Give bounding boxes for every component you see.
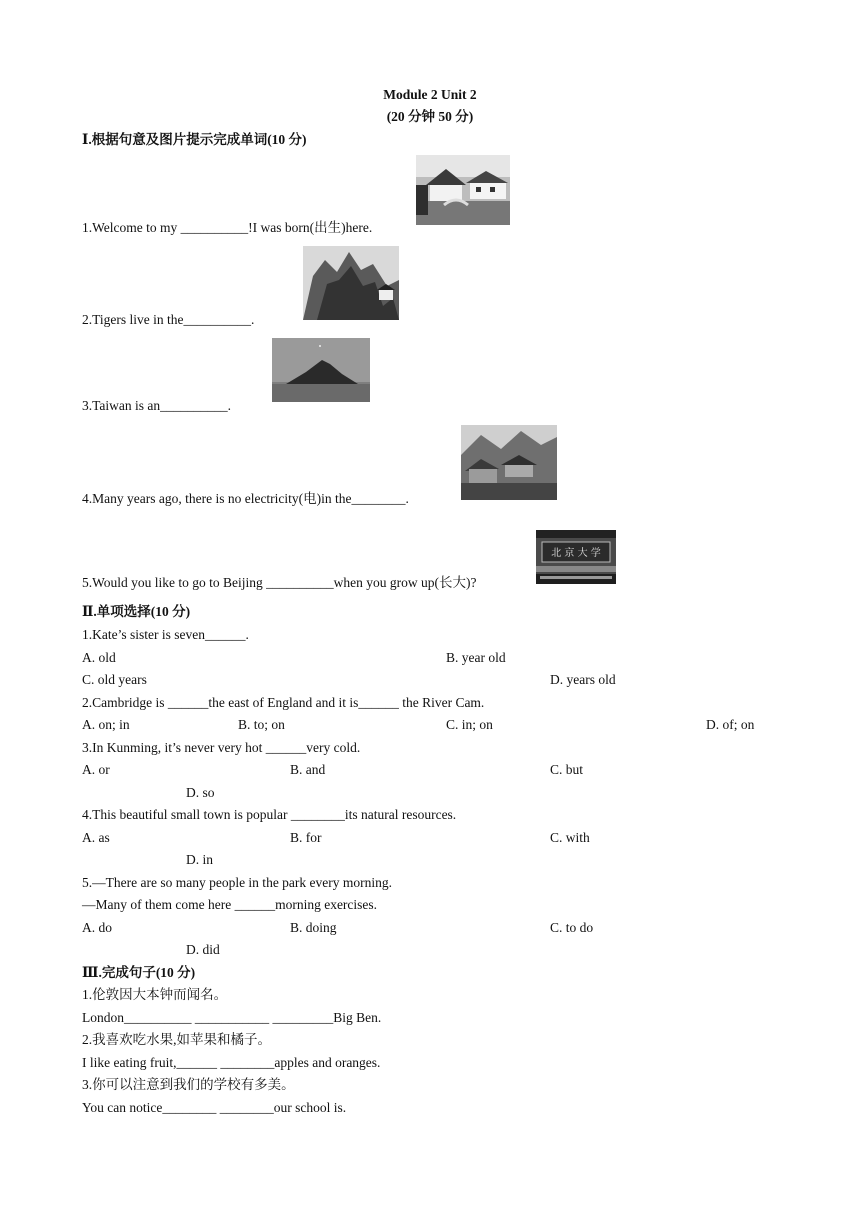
section-1-item-4: 4.Many years ago, there is no electricity(电)in the________. (82, 491, 409, 506)
island-photo-icon (272, 338, 370, 402)
question-4-option-a: A. as (82, 830, 110, 845)
question-5-option-d: D. did (186, 942, 220, 957)
question-4-stem: 4.This beautiful small town is popular ________its natural resources. (82, 807, 457, 822)
question-3-option-a: A. or (82, 762, 110, 777)
question-2-option-d: D. of; on (706, 717, 755, 732)
question-5-stem-2: —Many of them come here ______morning exercises. (82, 897, 378, 912)
question-5-option-c: C. to do (550, 920, 594, 935)
question-2-option-b: B. to; on (238, 717, 285, 732)
question-5-option-b: B. doing (290, 920, 337, 935)
sentence-1-chinese: 1.伦敦因大本钟而闻名。 (82, 987, 228, 1002)
question-3-option-d: D. so (186, 785, 215, 800)
question-1-option-a: A. old (82, 650, 116, 665)
question-1-stem: 1.Kate’s sister is seven______. (82, 627, 249, 642)
mountain-photo-icon (303, 246, 399, 320)
section-1-heading: Ⅰ.根据句意及图片提示完成单词(10 分) (82, 132, 307, 147)
question-4-option-d: D. in (186, 852, 213, 867)
water-town-photo-icon (416, 155, 510, 225)
question-3-stem: 3.In Kunming, it’s never very hot ______very cold. (82, 740, 361, 755)
question-5-option-a: A. do (82, 920, 112, 935)
sentence-2-chinese: 2.我喜欢吃水果,如苹果和橘子。 (82, 1032, 271, 1047)
section-3-heading: Ⅲ.完成句子(10 分) (82, 965, 196, 980)
university-gate-photo-icon (536, 530, 616, 584)
question-3-option-b: B. and (290, 762, 326, 777)
section-1-item-5: 5.Would you like to go to Beijing __________when you grow up(长大)? (82, 575, 477, 590)
question-2-option-a: A. on; in (82, 717, 130, 732)
question-5-stem: 5.—There are so many people in the park every morning. (82, 875, 393, 890)
question-4-option-c: C. with (550, 830, 590, 845)
question-1-option-c: C. old years (82, 672, 147, 687)
section-1-item-2: 2.Tigers live in the__________. (82, 312, 255, 327)
question-2-option-c: C. in; on (446, 717, 493, 732)
sentence-2-english: I like eating fruit,______ ________apples and oranges. (82, 1055, 381, 1070)
page-title: Module 2 Unit 2 (383, 87, 477, 102)
question-2-stem: 2.Cambridge is ______the east of England and it is______ the River Cam. (82, 695, 485, 710)
page-subtitle: (20 分钟 50 分) (386, 109, 474, 124)
question-3-option-c: C. but (550, 762, 584, 777)
svg-text:北 京 大 学: 北 京 大 学 (551, 548, 601, 559)
section-1-item-1: 1.Welcome to my __________!I was born(出生)here. (82, 220, 373, 235)
question-4-option-b: B. for (290, 830, 322, 845)
sentence-3-english: You can notice________ ________our school is. (82, 1100, 347, 1115)
sentence-3-chinese: 3.你可以注意到我们的学校有多美。 (82, 1077, 295, 1092)
sentence-1-english: London__________ ___________ _________Big Ben. (82, 1010, 382, 1025)
question-1-option-d: D. years old (550, 672, 616, 687)
section-1-item-3: 3.Taiwan is an__________. (82, 398, 232, 413)
section-2-heading: Ⅱ.单项选择(10 分) (82, 604, 191, 619)
question-1-option-b: B. year old (446, 650, 506, 665)
village-photo-icon (461, 425, 557, 500)
